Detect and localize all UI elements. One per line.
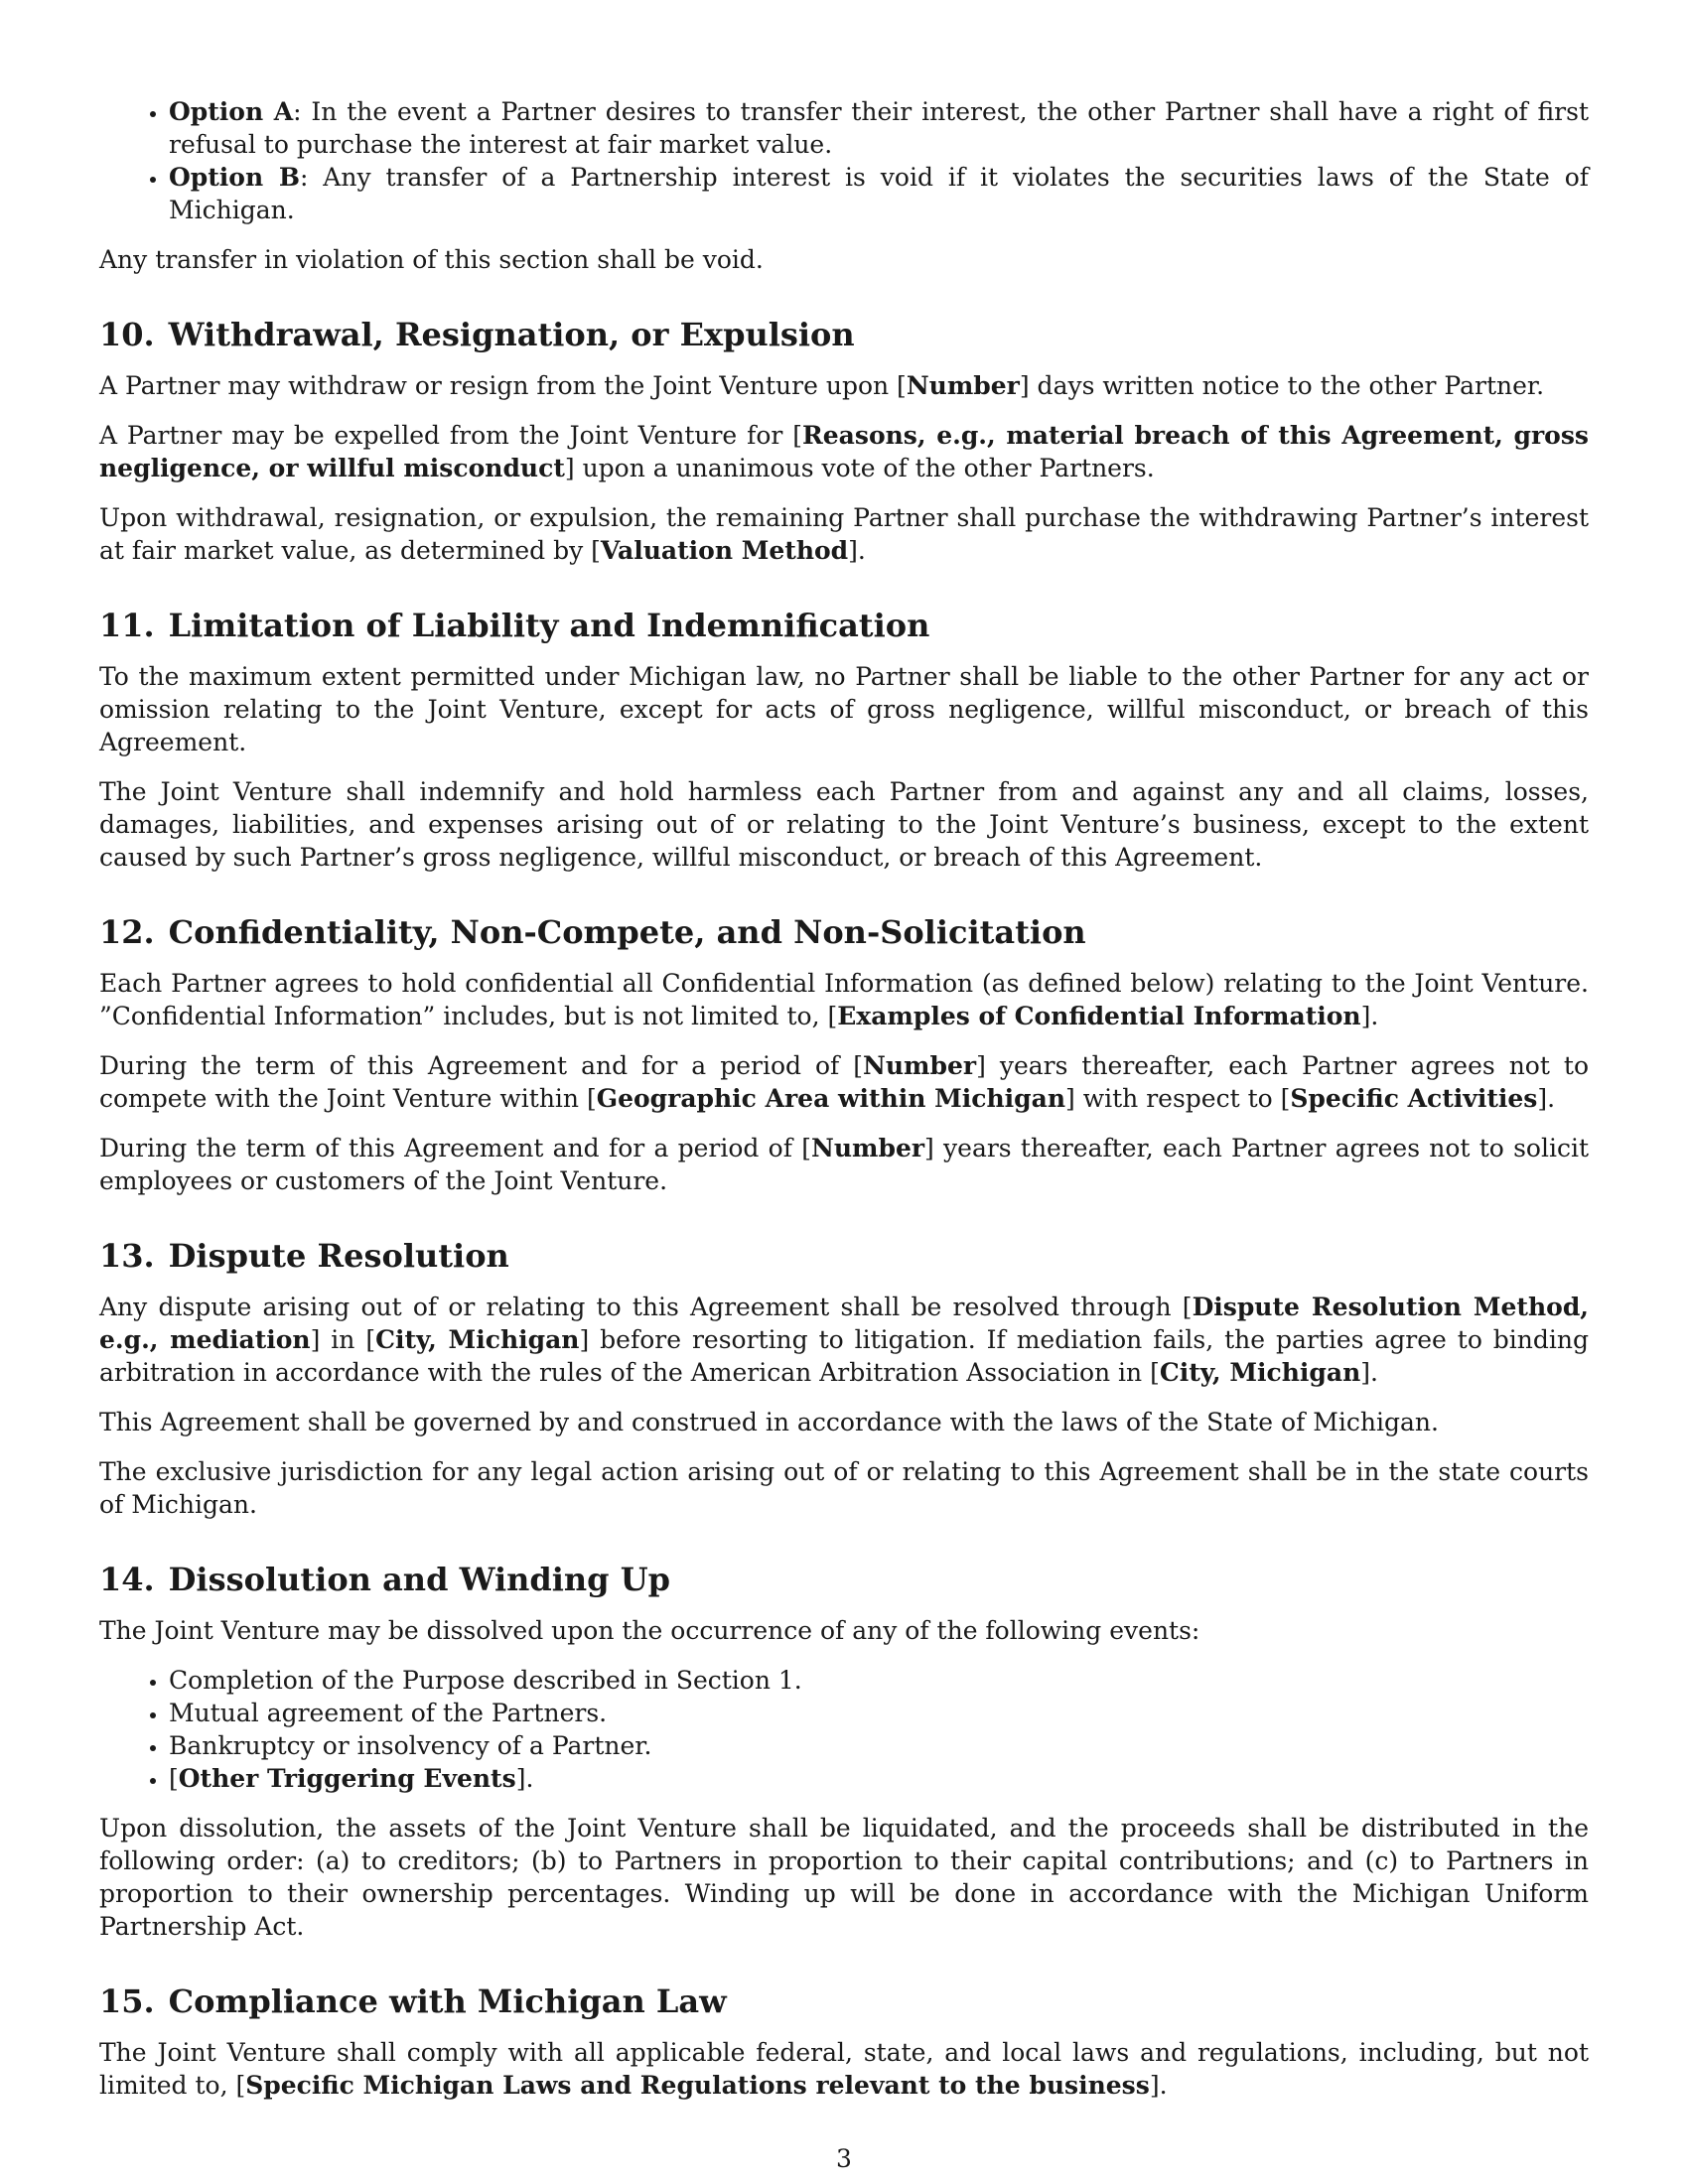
dissolution-events-list <box>99 1664 1589 1795</box>
section-14-heading: 14. Dissolution and Winding Up <box>99 1561 670 1598</box>
section-11-paragraph-1: To the maximum extent permitted under Michigan law, no Partner shall be liable to the other Partner for any act or omission relating to the Joint Venture, except for acts of gross negligence, willful misconduct, or breach of this Agreement. <box>99 662 1589 756</box>
section-11-paragraph-2: The Joint Venture shall indemnify and hold harmless each Partner from and against any and all claims, losses, damages, liabilities, and expenses arising out of or relating to the Joint Venture’s business, except to the extent caused by such Partner’s gross negligence, willful misconduct, or breach of this Agreement. <box>99 777 1589 872</box>
list-item: • Option B: Any transfer of a Partnership interest is void if it violates the securities laws of the State of Michigan. <box>169 161 1589 226</box>
list-item: • [Other Triggering Events]. <box>169 1762 1589 1795</box>
section-12-heading: 12. Confidentiality, Non-Compete, and Non-Solicitation <box>99 913 1086 951</box>
page-number: 3 <box>836 2144 852 2173</box>
section-11-heading: 11. Limitation of Liability and Indemnification <box>99 607 930 644</box>
section-12-paragraph-3: During the term of this Agreement and for a period of [Number] years thereafter, each Partner agrees not to solicit employees or customers of the Joint Venture. <box>99 1134 1589 1195</box>
section-15-heading: 15. Compliance with Michigan Law <box>99 1982 727 2020</box>
section-12-paragraph-1: Each Partner agrees to hold confidential all Confidential Information (as defined below) relating to the Joint Venture. ”Confidential Information” includes, but is not limited to, [Examples of Confidential Information]. <box>99 969 1589 1030</box>
section-12-paragraph-2: During the term of this Agreement and for a period of [Number] years thereafter, each Partner agrees not to compete with the Joint Venture within [Geographic Area within Michigan] with respect to [Specific Activities]. <box>99 1051 1589 1113</box>
section-10-paragraph-1: A Partner may withdraw or resign from the Joint Venture upon [Number] days written notice to the other Partner. <box>99 371 1545 400</box>
list-item: • Completion of the Purpose described in Section 1. <box>169 1664 1589 1697</box>
list-item: • Bankruptcy or insolvency of a Partner. <box>169 1729 1589 1762</box>
section-10-heading: 10. Withdrawal, Resignation, or Expulsion <box>99 316 855 353</box>
section-10-paragraph-2: A Partner may be expelled from the Joint Venture for [Reasons, e.g., material breach of this Agreement, gross negligence, or willful misconduct] upon a unanimous vote of the other Partners. <box>99 421 1589 482</box>
section-13-paragraph-1: Any dispute arising out of or relating to this Agreement shall be resolved through [Dispute Resolution Method, e.g., mediation] in [City, Michigan] before resorting to litigation. If mediation fails, the parties agree to binding arbitration in accordance with the rules of the American Arbitration Association in [City, Michigan]. <box>99 1293 1590 1387</box>
option-a-label: Option A <box>169 97 294 126</box>
section-13-paragraph-2: This Agreement shall be governed by and construed in accordance with the laws of the State of Michigan. <box>99 1408 1439 1436</box>
section-10-paragraph-3: Upon withdrawal, resignation, or expulsion, the remaining Partner shall purchase the withdrawing Partner’s interest at fair market value, as determined by [Valuation Method]. <box>99 503 1589 565</box>
option-b-label: Option B <box>169 163 300 192</box>
list-item: • Option A: In the event a Partner desires to transfer their interest, the other Partner shall have a right of first refusal to purchase the interest at fair market value. <box>169 95 1589 161</box>
section-13-heading: 13. Dispute Resolution <box>99 1237 509 1275</box>
document-page <box>99 95 1589 2118</box>
section-15-paragraph-1: The Joint Venture shall comply with all applicable federal, state, and local laws and regulations, including, but not limited to, [Specific Michigan Laws and Regulations relevant to the business]. <box>99 2038 1589 2100</box>
transfer-void-paragraph: Any transfer in violation of this section shall be void. <box>99 245 764 274</box>
section-14-intro: The Joint Venture may be dissolved upon the occurrence of any of the following events: <box>99 1616 1200 1645</box>
transfer-options-list <box>99 95 1589 226</box>
section-14-paragraph-2: Upon dissolution, the assets of the Joint Venture shall be liquidated, and the proceeds shall be distributed in the following order: (a) to creditors; (b) to Partners in proportion to their capital contributions; and (c) to Partners in proportion to their ownership percentages. Winding up will be done in accordance with the Michigan Uniform Partnership Act. <box>99 1814 1589 1941</box>
list-item: • Mutual agreement of the Partners. <box>169 1697 1589 1729</box>
section-13-paragraph-3: The exclusive jurisdiction for any legal action arising out of or relating to this Agreement shall be in the state courts of Michigan. <box>99 1457 1589 1519</box>
